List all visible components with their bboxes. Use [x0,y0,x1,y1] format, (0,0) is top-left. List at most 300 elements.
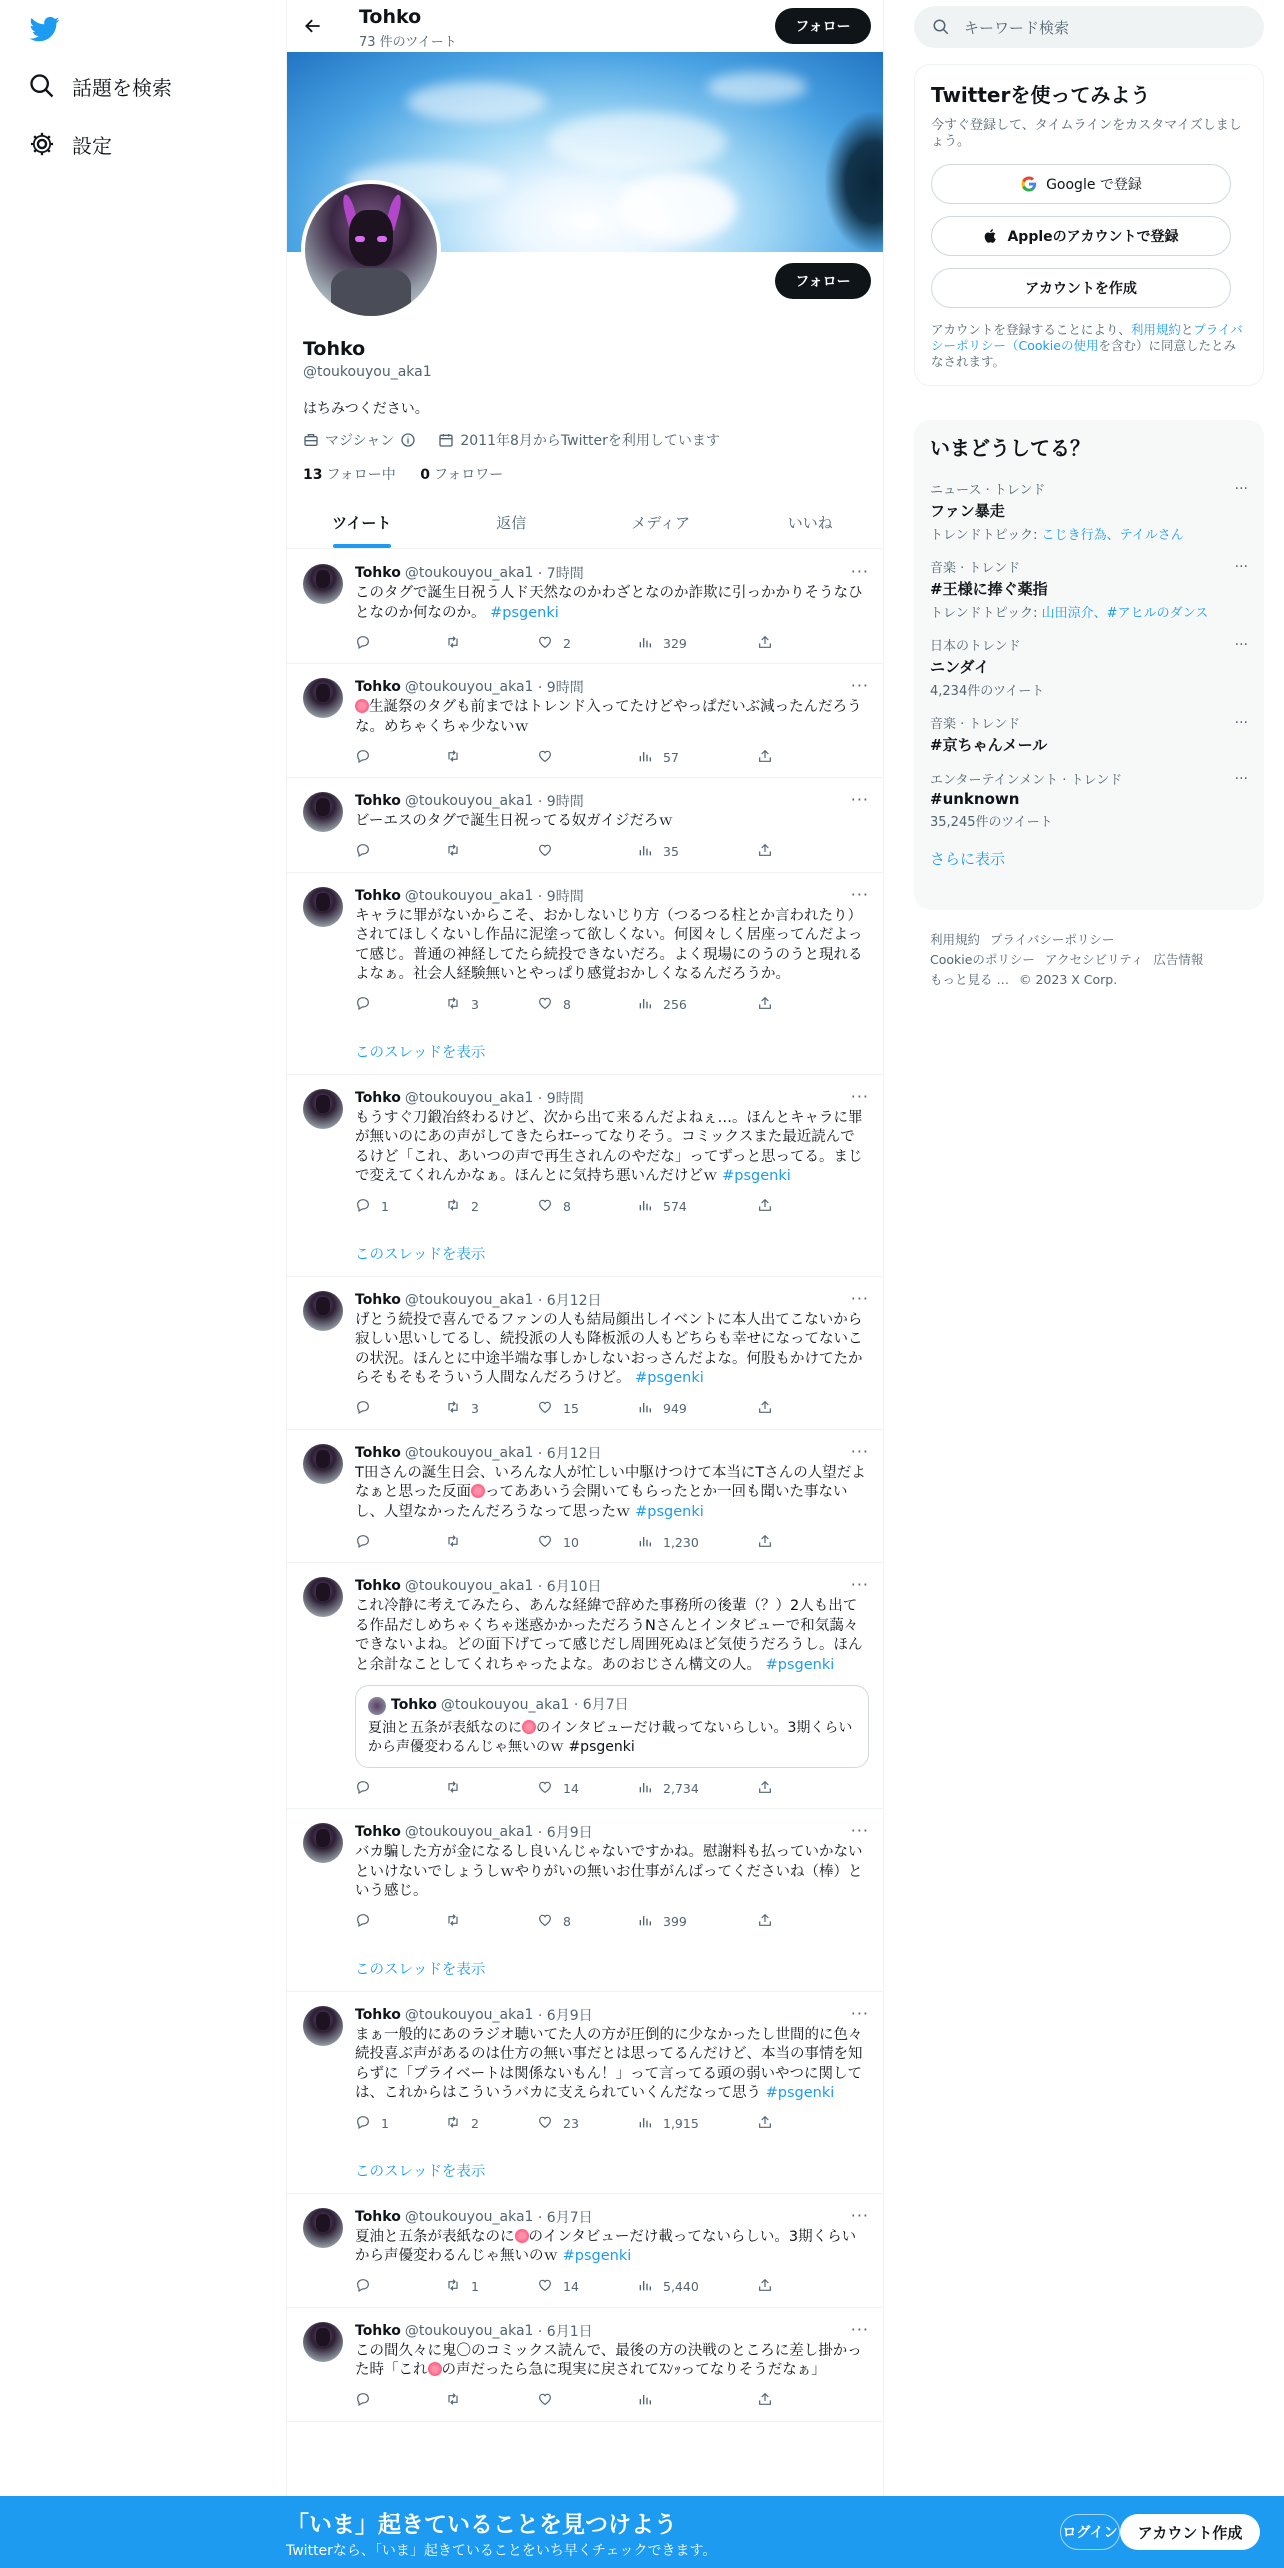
retweet-button[interactable] [445,1399,537,1418]
tweet-text: このタグで誕生日祝う人ド天然なのかわざとなのか詐欺に引っかかりそうなひとなのか何なのか。 [355,585,863,621]
share-icon [757,748,773,767]
tweet-body [355,1843,869,1902]
view-count: 5,440 [663,2279,699,2294]
hashtag-link[interactable]: #psgenki [722,1168,791,1184]
tweet-actions [355,1532,869,1552]
more-options-icon[interactable]: ··· [850,884,869,904]
tweet-author-handle: @toukouyou_aka1 [404,565,534,581]
show-thread-link[interactable]: このスレッドを表示 [355,1044,486,1061]
views-button[interactable] [637,1912,757,1931]
reply-button[interactable] [355,1779,445,1798]
tweet-avatar[interactable] [303,1823,343,1863]
search-icon [28,72,56,100]
views-button[interactable] [637,748,757,767]
bottom-signup-bar [0,2496,1284,2568]
views-button[interactable] [637,634,757,653]
reply-icon [355,1533,371,1552]
share-icon [757,842,773,861]
share-button[interactable] [757,748,773,767]
trend-topic-links[interactable]: こじき行為、テイルさん [1041,528,1184,543]
like-button[interactable] [537,1912,637,1931]
retweet-icon [445,748,461,767]
footer-links [930,930,1250,990]
tos-cookie-link[interactable]: （Cookieの使用 [1006,338,1099,353]
following-link[interactable] [303,467,396,483]
create-account-button[interactable]: アカウントを作成 [931,268,1231,308]
reply-button[interactable] [355,842,445,861]
tweet-time[interactable]: · 6月12日 [537,1445,602,1462]
heart-icon [537,2114,553,2133]
share-icon [757,1197,773,1216]
reply-icon [355,842,371,861]
followers-link[interactable] [420,467,503,483]
trend-meta: トレンドトピック: [930,528,1042,543]
retweet-count: 2 [471,1199,479,1214]
retweet-icon [445,1912,461,1931]
info-icon[interactable] [400,432,416,448]
tweet-time[interactable]: · 6月9日 [537,2007,593,2024]
like-button[interactable] [537,842,637,861]
tweet[interactable] [287,1277,884,1430]
hashtag-link[interactable]: #psgenki [635,1503,704,1520]
hashtag-link[interactable]: #psgenki [765,2085,835,2101]
tweet-body [355,907,869,985]
footer-cookie-link[interactable]: Cookieのポリシー [930,952,1035,967]
tweet-actions [355,1197,869,1217]
retweet-icon [445,2391,461,2410]
share-button[interactable] [757,842,773,861]
profile-joined: 2011年8月からTwitterを利用しています [460,433,720,449]
tweet-author-name[interactable]: Tohko [355,1444,401,1461]
tweet-text-continued: ってああいう会開いてもらったとか一回も聞いた事ないし、人望なかったんだろうなって思ったｗ [355,1484,848,1520]
more-options-icon[interactable]: ··· [850,2003,869,2023]
profile-bio: はちみつください。 [303,401,429,417]
retweet-icon [445,1197,461,1216]
trend-name: #王様に捧ぐ薬指 [930,580,1048,598]
view-count: 35 [663,844,679,859]
tweet-actions [355,842,869,862]
following-count: 13 [303,467,323,483]
tweet-author-name[interactable]: Tohko [355,1089,401,1106]
profile-avatar[interactable] [301,180,441,320]
like-button[interactable] [537,1533,637,1552]
profile-meta [303,430,720,450]
share-button[interactable] [757,634,773,653]
tweet-author-name[interactable]: Tohko [355,887,401,904]
footer-accessibility-link[interactable]: アクセシビリティ [1044,952,1144,967]
share-icon [757,1779,773,1798]
tweet-text: まぁ一般的にあのラジオ聴いてた人の方が圧倒的に少なかったし世間的に色々続投喜ぶ声があるのは仕方の無い事だとは思ってるんだけど、本当の事情を知らずに「プライベートは関係ないもん！」って言ってる頭の弱いやつに関しては、これからはこういうバカに支えられていくんだなって思う [355,2026,863,2101]
reply-icon [355,1197,371,1216]
reply-icon [355,1399,371,1418]
reply-icon [355,748,371,767]
view-count: 2,734 [663,1780,699,1796]
like-count: 14 [563,2279,579,2294]
reply-button[interactable] [355,634,445,653]
like-button[interactable] [537,748,637,767]
retweet-count: 3 [471,997,479,1012]
views-button[interactable] [637,842,757,861]
profile-handle: @toukouyou_aka1 [303,364,432,380]
reply-button[interactable] [355,748,445,767]
reply-icon [355,1779,371,1798]
view-count: 1,230 [663,1534,699,1550]
tab-media[interactable]: メディア [631,513,691,532]
trend-more-icon[interactable]: ··· [1234,715,1248,731]
trend-item[interactable] [914,551,1264,629]
share-button[interactable] [757,2277,773,2296]
more-options-icon[interactable]: ··· [850,1821,869,1840]
calendar-icon [438,432,454,448]
tweet-time[interactable]: · 9時間 [537,1090,584,1107]
like-count: 2 [563,635,571,651]
retweet-button[interactable] [445,2277,537,2296]
views-button[interactable] [637,2114,757,2133]
like-button[interactable] [537,1779,637,1798]
share-button[interactable] [757,1779,773,1798]
like-count: 15 [563,1401,579,1416]
views-button[interactable] [637,2391,757,2410]
tweet-avatar[interactable] [303,678,343,718]
retweet-icon [445,634,461,653]
briefcase-icon [303,432,319,448]
more-options-icon[interactable]: ··· [850,562,869,581]
apple-icon [983,228,999,244]
more-options-icon[interactable]: ··· [850,790,869,809]
more-options-icon[interactable]: ··· [850,1441,869,1461]
like-count: 14 [563,1780,579,1796]
tweet-avatar[interactable] [303,887,343,927]
trends-title: いまどうしてる？ [930,436,1090,460]
trend-meta: トレンドトピック: [930,606,1042,621]
tweet-author-handle: @toukouyou_aka1 [404,887,534,904]
heart-icon [537,2391,553,2410]
tweet-text: 夏油と五条が表紙なのに [355,2228,515,2245]
reply-button[interactable] [355,2277,445,2296]
tweet-text: げとう続投で喜んでるファンの人も結局顔出しイベントに本人出てこないから寂しい思いしてるし、続投派の人も降板派の人もどちらも幸せになってないこの状況。ほんとに中途半端な事しかしないおっさんだよな。何股もかけてたからそもそもそういう人間なんだろうけど。 [355,1311,863,1386]
share-button[interactable] [757,1912,773,1931]
cherry-blossom-emoji-icon [355,699,369,713]
tweet-time[interactable]: · 9時間 [537,794,584,810]
tos-privacy-link[interactable]: プライバシーポリシー [931,322,1243,353]
tweet-author-handle: @toukouyou_aka1 [404,1089,534,1106]
nav-explore[interactable] [28,66,172,106]
trend-item[interactable] [914,629,1264,707]
like-button[interactable] [537,2391,637,2410]
header-tweet-count: 73 件のツイート [359,35,457,50]
view-count: 256 [663,997,687,1012]
views-button[interactable] [637,1399,757,1418]
tab-replies[interactable]: 返信 [496,513,527,532]
tweet-avatar[interactable] [303,2006,343,2046]
views-chart-icon [637,995,653,1014]
more-options-icon[interactable]: ··· [850,2205,869,2225]
search-input[interactable]: キーワード検索 [964,18,1070,37]
reply-button[interactable] [355,2391,445,2410]
nav-settings[interactable] [28,124,112,164]
tweet-actions [355,1399,869,1419]
apple-signup-button[interactable] [931,216,1231,256]
reply-button[interactable] [355,1533,445,1552]
tweet-time[interactable]: · 6月9日 [537,1825,593,1841]
tweet[interactable] [287,778,884,873]
heart-icon [537,634,553,653]
retweet-button[interactable] [445,748,537,767]
like-count: 8 [563,997,571,1012]
tweet-time[interactable]: · 6月1日 [537,2323,593,2340]
signup-card [914,64,1264,386]
retweet-icon [445,1779,461,1798]
tweet[interactable] [287,2194,884,2308]
retweet-button[interactable] [445,1533,537,1552]
quoted-tweet[interactable] [355,1685,869,1768]
tweet-actions [355,1912,869,1932]
more-options-icon[interactable]: ··· [850,676,869,695]
google-icon [1020,175,1038,193]
footer-terms-link[interactable]: 利用規約 [930,932,981,947]
back-arrow-icon [303,16,323,36]
retweet-icon [445,2277,461,2296]
like-count: 8 [563,1199,571,1214]
tweet-body [355,1597,869,1675]
back-button[interactable] [297,10,329,42]
header-name: Tohko [359,6,422,28]
tweet-author-name[interactable]: Tohko [355,1291,401,1308]
views-button[interactable] [637,1533,757,1552]
share-button[interactable] [757,2391,773,2410]
hashtag-link[interactable]: #psgenki [635,1370,704,1386]
tab-tweets[interactable]: ツイート [287,496,437,548]
more-options-icon[interactable]: ··· [850,1575,869,1594]
views-chart-icon [637,842,653,861]
hashtag-link[interactable]: #psgenki [765,1656,835,1673]
like-button[interactable] [537,634,637,653]
apple-signup-label: Appleのアカウントで登録 [1007,229,1179,245]
tweet-author-name[interactable]: Tohko [355,679,401,695]
tweet-body [355,2342,869,2381]
share-icon [757,2391,773,2410]
like-button[interactable] [537,2114,637,2133]
views-chart-icon [637,748,653,767]
like-button[interactable] [537,2277,637,2296]
tweet-author-name[interactable]: Tohko [355,2006,401,2023]
footer-privacy-link[interactable]: プライバシーポリシー [990,932,1115,947]
trend-item[interactable] [914,763,1264,838]
tweet-time[interactable]: · 9時間 [537,888,584,905]
tos-terms-link[interactable]: 利用規約 [1130,322,1181,337]
quoted-handle: @toukouyou_aka1 [440,1697,570,1713]
tweet[interactable] [287,1809,884,1992]
retweet-button[interactable] [445,1912,537,1931]
tweet-time[interactable]: · 7時間 [537,566,584,582]
like-button[interactable] [537,1197,637,1216]
like-button[interactable] [537,1399,637,1418]
login-button[interactable]: ログイン [1060,2514,1120,2550]
tweet-actions [355,1778,869,1798]
view-count: 574 [663,1199,687,1214]
show-more-trends-link[interactable]: さらに表示 [930,850,1006,868]
tweet-text: 生誕祭のタグも前まではトレンド入ってたけどやっぱだいぶ減ったんだろうな。めちゃくちゃ少ないｗ [355,699,862,735]
tweet-body [355,1311,869,1389]
share-button[interactable] [757,995,773,1014]
tweet-author-name[interactable]: Tohko [355,793,401,809]
tweet-time[interactable]: · 6月10日 [537,1579,602,1595]
tweet-text-continued: の声だったら急に現実に戻されてｽﾝｯってなりそうだなぁ」 [441,2362,826,2378]
views-chart-icon [637,2391,653,2410]
reply-button[interactable] [355,1197,445,1216]
trend-more-icon[interactable]: ··· [1234,637,1248,653]
share-button[interactable] [757,2114,773,2133]
trend-context: 音楽 · トレンド [930,561,1021,576]
show-thread-link[interactable]: このスレッドを表示 [355,1246,486,1263]
tweet-author-name[interactable]: Tohko [355,2322,401,2339]
tweet[interactable] [287,1563,884,1809]
reply-button[interactable] [355,1912,445,1931]
hashtag-link[interactable]: #psgenki [490,604,559,621]
reply-button[interactable] [355,2114,445,2133]
retweet-button[interactable] [445,1197,537,1216]
tweet[interactable] [287,664,884,778]
cherry-blossom-emoji-icon [471,1484,485,1498]
view-count: 57 [663,749,679,765]
left-nav [0,0,286,2568]
tweet-avatar[interactable] [303,1291,343,1331]
tweet-avatar[interactable] [303,564,343,604]
reply-icon [355,2277,371,2296]
tweet-author-name[interactable]: Tohko [355,2208,401,2225]
tweet[interactable] [287,1075,884,1277]
tweet-time[interactable]: · 9時間 [537,680,584,696]
share-button[interactable] [757,1533,773,1552]
retweet-icon [445,1399,461,1418]
tweet-author-name[interactable]: Tohko [355,1578,401,1594]
retweet-button[interactable] [445,634,537,653]
tweet-text: これ冷静に考えてみたら、あんな経緯で辞めた事務所の後輩（？）2人も出てる作品だしめちゃくちゃ迷惑かかっただろうNさんとインタビューで和気藹々できないよね。どの面下げてって感じだし周囲死ぬほど気使うだろうし。ほんと余計なことしてくれちゃったよな。あのおじさん構文の人。 [355,1598,863,1673]
tweet-text: T田さんの誕生日会、いろんな人が忙しい中駆けつけて本当にTさんの人望だよなぁと思った反面 [355,1464,866,1500]
tweet-text-continued: のインタビューだけ載ってないらしい。3期くらいから声優変わるんじゃ無いのｗ [355,2228,857,2264]
tweet-text: キャラに罪がないからこそ、おかしないじり方（つるつる柱とか言われたり）されてほしくないし作品に泥塗って欲しくない。何図々しく居座ってんだよって感じ。普通の神経してたら続投できないだろ。よく現場にのうのうと現れるよなぁ。社会人経験無いとやっぱり感覚おかしくなるんだろうか。 [355,907,863,982]
heart-icon [537,1912,553,1931]
tweet-author-name[interactable]: Tohko [355,565,401,581]
retweet-button[interactable] [445,1779,537,1798]
share-icon [757,995,773,1014]
trend-item[interactable] [914,473,1264,551]
share-icon [757,2277,773,2296]
more-options-icon[interactable]: ··· [850,1288,869,1308]
retweet-button[interactable] [445,2391,537,2410]
share-button[interactable] [757,1399,773,1418]
footer-more-link[interactable]: もっと見る … [930,972,1009,987]
views-button[interactable] [637,1779,757,1798]
show-thread-link[interactable]: このスレッドを表示 [355,2163,486,2180]
heart-icon [537,1779,553,1798]
tweet-avatar[interactable] [303,2208,343,2248]
tweet-text: この間久々に鬼〇のコミックス読んで、最後の方の決戦のところに差し掛かった時「これ [355,2342,862,2378]
show-thread-link[interactable]: このスレッドを表示 [355,1961,486,1978]
tweet-avatar[interactable] [303,1444,343,1484]
signup-button[interactable]: アカウント作成 [1120,2514,1260,2550]
tweet-author-handle: @toukouyou_aka1 [404,2322,534,2339]
tweet-author-name[interactable]: Tohko [355,1824,401,1840]
tweet[interactable] [287,1992,884,2194]
tweet-time[interactable]: · 6月12日 [537,1292,602,1309]
views-button[interactable] [637,1197,757,1216]
heart-icon [537,1197,553,1216]
tweet-actions [355,2114,869,2134]
reply-icon [355,995,371,1014]
quoted-time: · 6月7日 [573,1697,629,1713]
tweet[interactable] [287,550,884,664]
retweet-button[interactable] [445,2114,537,2133]
search-box[interactable] [914,6,1264,48]
trend-more-icon[interactable]: ··· [1234,559,1248,575]
tweet[interactable] [287,873,884,1075]
like-count: 8 [563,1914,571,1929]
trend-context: 日本のトレンド [930,639,1021,654]
hashtag-link[interactable]: #psgenki [562,2248,632,2264]
retweet-button[interactable] [445,995,537,1014]
reply-button[interactable] [355,995,445,1014]
tweet-author-handle: @toukouyou_aka1 [404,2208,534,2225]
tweet-body [355,1109,869,1187]
tos-text-2: と [1180,322,1194,337]
reply-count: 1 [381,1199,389,1214]
bottom-bar-subtitle: Twitterなら、「いま」起きていることをいち早くチェックできます。 [286,2543,717,2559]
views-button[interactable] [637,995,757,1014]
view-count: 399 [663,1914,687,1929]
footer-copyright: © 2023 X Corp. [1018,972,1118,987]
cherry-blossom-emoji-icon [428,2362,442,2376]
more-options-icon[interactable]: ··· [850,2319,869,2339]
trend-context: ニュース · トレンド [930,483,1046,498]
retweet-button[interactable] [445,842,537,861]
share-button[interactable] [757,1197,773,1216]
like-button[interactable] [537,995,637,1014]
heart-icon [537,995,553,1014]
twitter-logo-icon[interactable] [28,14,62,44]
tab-likes[interactable]: いいね [787,513,833,532]
tweet-avatar[interactable] [303,792,343,832]
followers-count: 0 [420,467,430,483]
tweet-avatar[interactable] [303,1089,343,1129]
trend-more-icon[interactable]: ··· [1234,481,1248,497]
google-signup-button[interactable] [931,164,1231,204]
trend-more-icon[interactable]: ··· [1234,771,1248,787]
tweet-actions [355,2277,869,2297]
share-icon [757,2114,773,2133]
tweet[interactable] [287,2308,884,2422]
footer-ads-link[interactable]: 広告情報 [1153,952,1204,967]
header-follow-button[interactable]: フォロー [775,8,871,44]
more-options-icon[interactable]: ··· [850,1086,869,1106]
tweet-avatar[interactable] [303,1577,343,1617]
tweet-time[interactable]: · 6月7日 [537,2209,593,2226]
profile-name: Tohko [303,338,366,360]
reply-button[interactable] [355,1399,445,1418]
quoted-avatar [368,1697,386,1715]
views-chart-icon [637,1399,653,1418]
like-count: 23 [563,2116,579,2131]
tweet-avatar[interactable] [303,2322,343,2362]
trend-topic-links[interactable]: 山田涼介、#アヒルのダンス [1041,606,1209,621]
share-icon [757,1912,773,1931]
profile-follow-button[interactable]: フォロー [775,263,871,299]
trend-item[interactable] [914,707,1264,763]
tweet[interactable] [287,1430,884,1564]
view-count: 329 [663,635,687,651]
views-chart-icon [637,1779,653,1798]
views-button[interactable] [637,2277,757,2296]
